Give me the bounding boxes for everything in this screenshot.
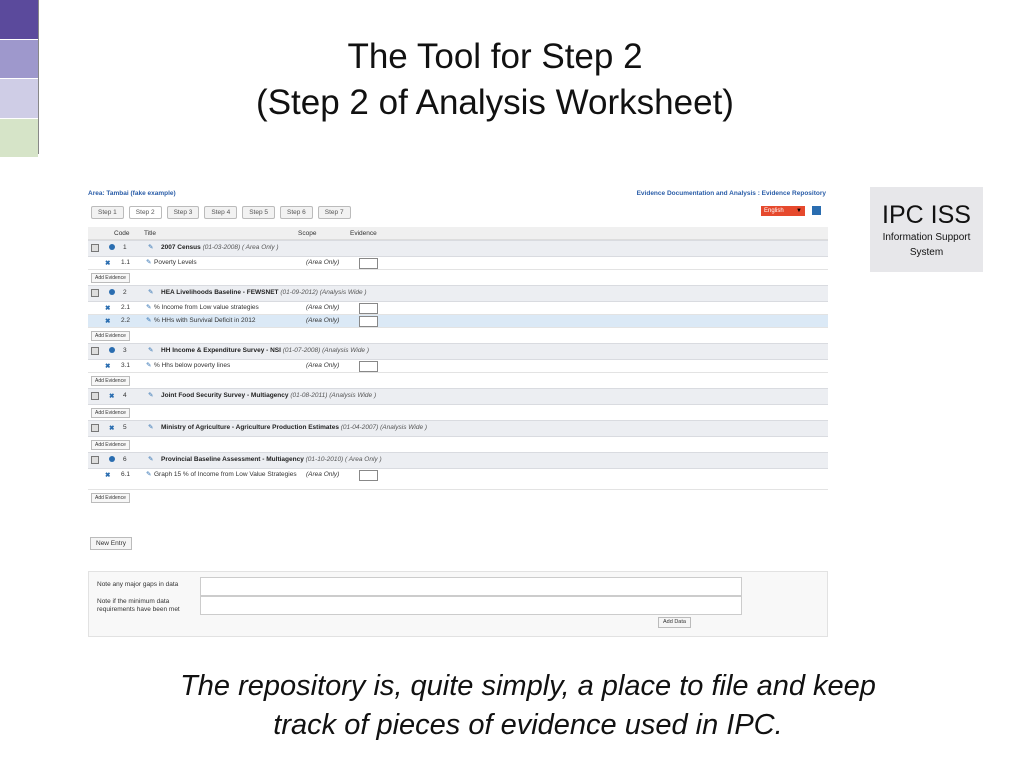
evidence-title: % Income from Low value strategies [154, 304, 259, 311]
step-tabs [91, 206, 356, 219]
add-evidence-button[interactable]: Add Evidence [91, 376, 130, 386]
evidence-code: 3.1 [121, 362, 131, 369]
slide-title-line-1: The Tool for Step 2 [347, 37, 643, 76]
gaps-label: Note any major gaps in data [97, 581, 179, 588]
slide-caption [0, 667, 1024, 745]
collapse-icon[interactable] [91, 392, 99, 400]
evidence-code: 1.1 [121, 259, 131, 266]
evidence-checkbox[interactable] [359, 316, 378, 327]
logo-subtitle-line-2: System [909, 247, 944, 258]
evidence-title: % Hhs below poverty lines [154, 362, 231, 369]
evidence-group [88, 452, 828, 505]
edit-icon[interactable]: ✎ [148, 289, 154, 296]
evidence-title: % HHs with Survival Deficit in 2012 [154, 317, 256, 324]
data-notes-panel [88, 571, 828, 637]
source-meta: (01-08-2011) (Analysis Wide ) [290, 392, 377, 399]
tab-step-3[interactable]: Step 3 [167, 206, 200, 219]
evidence-scope: (Area Only) [306, 317, 340, 324]
source-title [161, 244, 279, 251]
evidence-row [88, 257, 828, 270]
evidence-table [88, 227, 828, 505]
evidence-scope: (Area Only) [306, 304, 340, 311]
delete-icon[interactable]: ✖ [105, 318, 111, 325]
evidence-checkbox[interactable] [359, 470, 378, 481]
source-title-text: Ministry of Agriculture - Agriculture Production Estimates [161, 424, 339, 431]
tab-step-2[interactable]: Step 2 [129, 206, 162, 219]
tab-step-6[interactable]: Step 6 [280, 206, 313, 219]
evidence-checkbox[interactable] [359, 361, 378, 372]
evidence-group [88, 343, 828, 388]
caption-line-1: The repository is, quite simply, a place to file and keep [180, 670, 876, 702]
slide-title-line-2: (Step 2 of Analysis Worksheet) [256, 83, 734, 122]
column-header-title: Title [144, 230, 157, 237]
add-evidence-button[interactable]: Add Evidence [91, 408, 130, 418]
add-evidence-row [88, 405, 828, 420]
add-evidence-row [88, 373, 828, 388]
evidence-source-row [88, 452, 828, 469]
evidence-group [88, 285, 828, 343]
source-meta: (01-03-2008) ( Area Only ) [202, 244, 279, 251]
source-title [161, 456, 382, 463]
add-evidence-row [88, 270, 828, 285]
info-icon[interactable] [109, 456, 115, 462]
repository-title[interactable]: Evidence Documentation and Analysis : Evidence Repository [636, 190, 826, 197]
source-title [161, 424, 427, 431]
delete-icon[interactable]: ✖ [105, 363, 111, 370]
edit-icon[interactable]: ✎ [148, 347, 154, 354]
add-evidence-row [88, 490, 828, 505]
collapse-icon[interactable] [91, 424, 99, 432]
add-evidence-button[interactable]: Add Evidence [91, 273, 130, 283]
edit-icon[interactable]: ✎ [148, 424, 154, 431]
edit-icon[interactable]: ✎ [146, 362, 152, 369]
delete-icon[interactable]: ✖ [109, 393, 115, 400]
info-icon[interactable] [109, 289, 115, 295]
collapse-icon[interactable] [91, 456, 99, 464]
source-title [161, 289, 367, 296]
source-meta: (01-10-2010) ( Area Only ) [305, 456, 382, 463]
app-header [88, 190, 828, 200]
evidence-code: 2.1 [121, 304, 131, 311]
tab-step-7[interactable]: Step 7 [318, 206, 351, 219]
info-icon[interactable] [109, 244, 115, 250]
evidence-scope: (Area Only) [306, 471, 340, 478]
area-label: Area: Tambai (fake example) [88, 190, 176, 197]
source-title-text: HEA Livelihoods Baseline - FEWSNET [161, 289, 279, 296]
evidence-group [88, 240, 828, 285]
language-select[interactable] [761, 206, 805, 216]
delete-icon[interactable]: ✖ [105, 305, 111, 312]
evidence-repository-screenshot [88, 185, 828, 637]
tab-step-4[interactable]: Step 4 [204, 206, 237, 219]
logo-subtitle-line-1: Information Support [882, 232, 971, 243]
evidence-code: 6.1 [121, 471, 131, 478]
edit-icon[interactable]: ✎ [146, 259, 152, 266]
minimum-requirements-input[interactable] [200, 596, 742, 615]
delete-icon[interactable]: ✖ [109, 425, 115, 432]
add-evidence-button[interactable]: Add Evidence [91, 493, 130, 503]
source-meta: (01-07-2008) (Analysis Wide ) [282, 347, 370, 354]
collapse-icon[interactable] [91, 289, 99, 297]
add-evidence-button[interactable]: Add Evidence [91, 331, 130, 341]
add-evidence-button[interactable]: Add Evidence [91, 440, 130, 450]
edit-icon[interactable]: ✎ [148, 456, 154, 463]
evidence-row [88, 360, 828, 373]
evidence-source-row [88, 240, 828, 257]
evidence-row [88, 469, 828, 490]
add-evidence-row [88, 328, 828, 343]
delete-icon[interactable]: ✖ [105, 472, 111, 479]
evidence-source-row [88, 343, 828, 360]
source-meta: (01-09-2012) (Analysis Wide ) [280, 289, 367, 296]
evidence-source-row [88, 420, 828, 437]
source-title [161, 347, 369, 354]
collapse-icon[interactable] [91, 347, 99, 355]
source-title-text: Provincial Baseline Assessment - Multiagency [161, 456, 304, 463]
language-select-value: English [764, 208, 784, 214]
source-code: 5 [123, 424, 127, 431]
source-title-text: HH Income & Expenditure Survey - NSI [161, 347, 281, 354]
evidence-row [88, 315, 828, 328]
source-code: 4 [123, 392, 127, 399]
table-header [88, 227, 828, 240]
export-icon[interactable] [812, 206, 821, 215]
source-title-text: Joint Food Security Survey - Multiagency [161, 392, 289, 399]
tab-step-1[interactable]: Step 1 [91, 206, 124, 219]
evidence-source-row [88, 285, 828, 302]
minimum-requirements-label: Note if the minimum data requirements have been met [97, 598, 180, 613]
source-code: 1 [123, 244, 127, 251]
evidence-source-row [88, 388, 828, 405]
add-data-button[interactable]: Add Data [658, 617, 691, 628]
column-header-scope: Scope [298, 230, 317, 237]
edit-icon[interactable]: ✎ [146, 304, 152, 311]
delete-icon[interactable]: ✖ [105, 260, 111, 267]
source-title-text: 2007 Census [161, 244, 201, 251]
evidence-checkbox[interactable] [359, 303, 378, 314]
edit-icon[interactable]: ✎ [148, 244, 154, 251]
edit-icon[interactable]: ✎ [146, 317, 152, 324]
evidence-scope: (Area Only) [306, 362, 340, 369]
logo-title: IPC ISS [882, 201, 971, 229]
caption-line-2: track of pieces of evidence used in IPC. [273, 709, 783, 741]
add-evidence-row [88, 437, 828, 452]
evidence-row [88, 302, 828, 315]
chevron-down-icon: ▼ [796, 208, 802, 214]
edit-icon[interactable]: ✎ [148, 392, 154, 399]
evidence-code: 2.2 [121, 317, 131, 324]
source-code: 2 [123, 289, 127, 296]
info-icon[interactable] [109, 347, 115, 353]
ipc-iss-logo [870, 187, 983, 272]
slide-title [0, 34, 990, 126]
evidence-scope: (Area Only) [306, 259, 340, 266]
new-entry-button[interactable]: New Entry [90, 537, 132, 550]
evidence-group [88, 420, 828, 452]
gaps-input[interactable] [200, 577, 742, 596]
evidence-title: Poverty Levels [154, 259, 197, 266]
source-title [161, 392, 376, 399]
source-code: 3 [123, 347, 127, 354]
source-meta: (01-04-2007) (Analysis Wide ) [340, 424, 428, 431]
column-header-evidence: Evidence [350, 230, 377, 237]
evidence-group [88, 388, 828, 420]
evidence-title: Graph 15 % of Income from Low Value Strategies [154, 471, 297, 478]
evidence-checkbox[interactable] [359, 258, 378, 269]
column-header-code: Code [114, 230, 130, 237]
source-code: 6 [123, 456, 127, 463]
collapse-icon[interactable] [91, 244, 99, 252]
edit-icon[interactable]: ✎ [146, 471, 152, 478]
tab-step-5[interactable]: Step 5 [242, 206, 275, 219]
